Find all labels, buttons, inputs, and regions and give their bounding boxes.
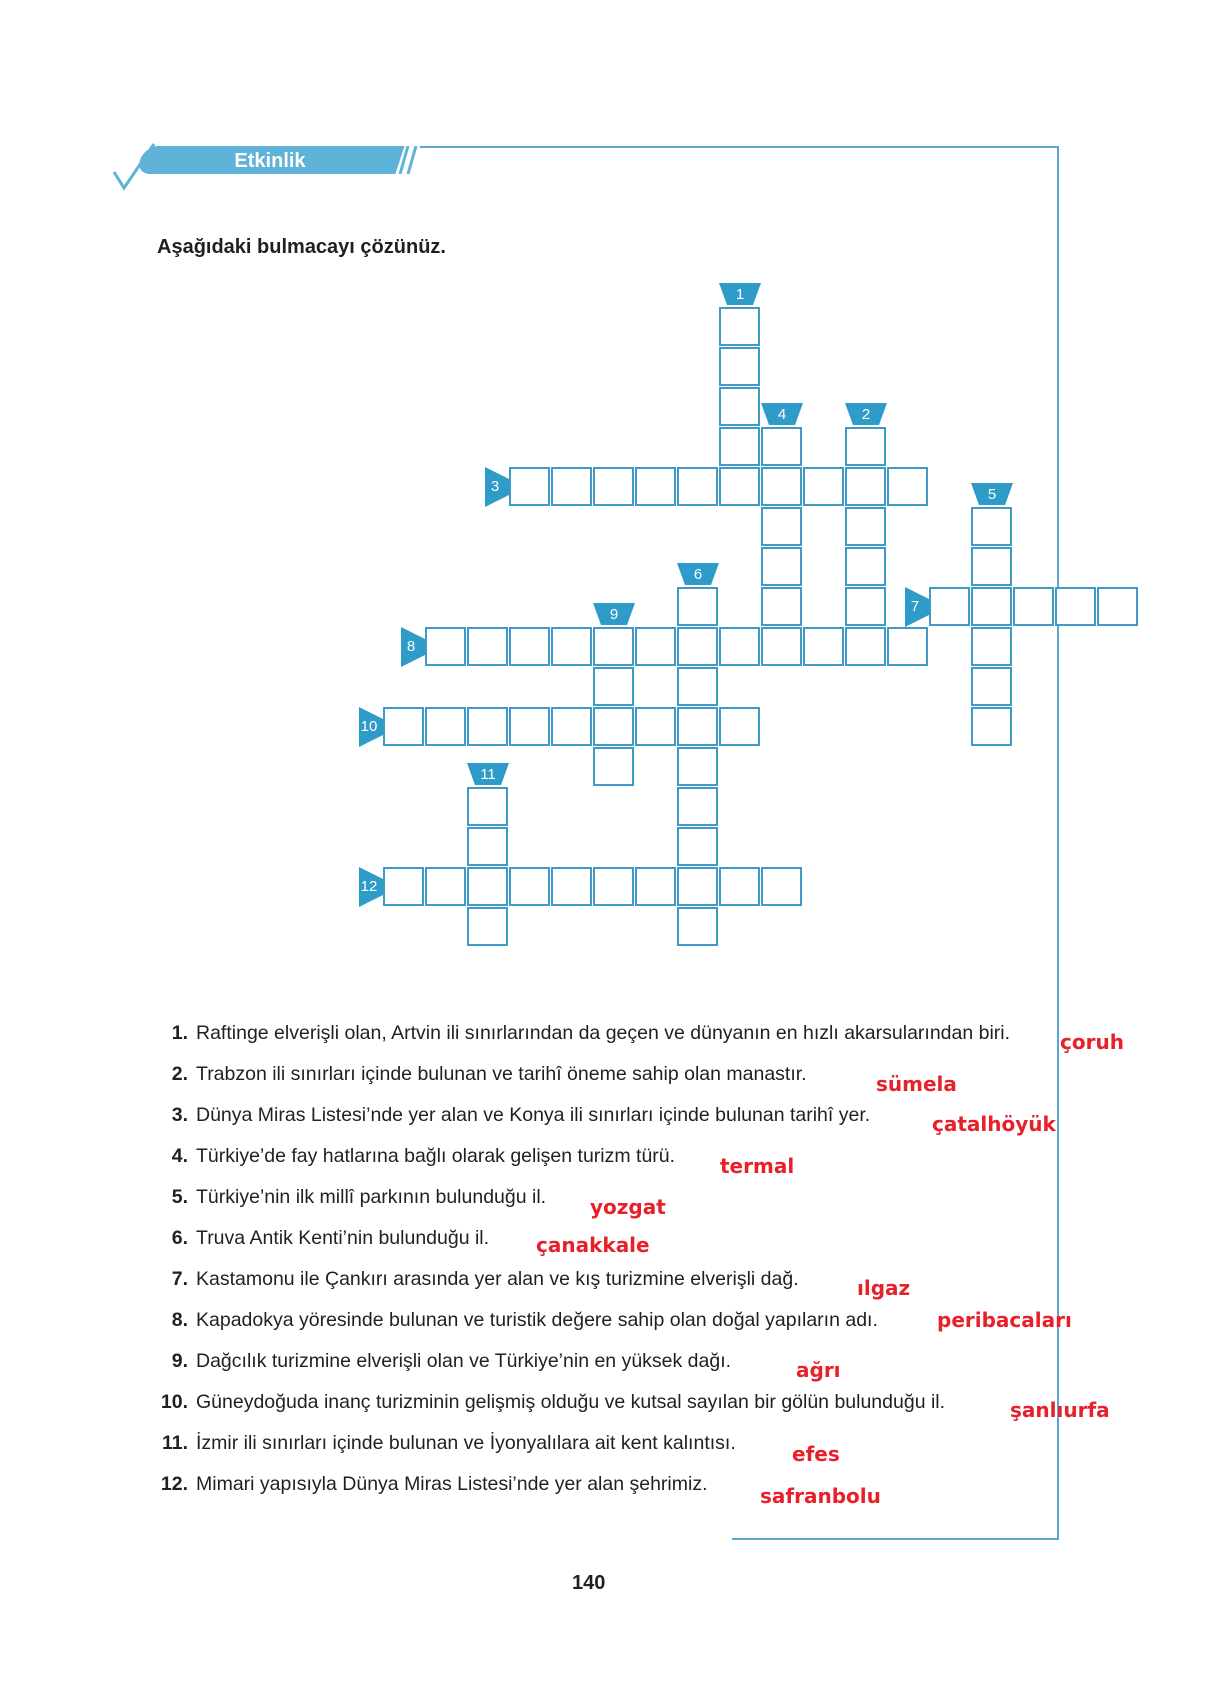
crossword-cell[interactable]	[383, 867, 424, 906]
clue-5: 5. Türkiye’nin ilk millî parkının bulunduğu il.	[171, 1186, 547, 1208]
answer-12: safranbolu	[760, 1484, 881, 1508]
clue-12: 12. Mimari yapısıyla Dünya Miras Listesi’nde yer alan şehrimiz.	[160, 1473, 708, 1495]
crossword-cell[interactable]	[677, 827, 718, 866]
crossword-cell[interactable]	[509, 867, 550, 906]
crossword-cell[interactable]	[467, 787, 508, 826]
crossword-cell[interactable]	[761, 467, 802, 506]
crossword-cell[interactable]	[425, 627, 466, 666]
crossword-cell[interactable]	[929, 587, 970, 626]
crossword-cell[interactable]	[719, 427, 760, 466]
crossword-cell[interactable]	[677, 587, 718, 626]
crossword-cell[interactable]	[593, 867, 634, 906]
crossword-cell[interactable]	[593, 667, 634, 706]
crossword-cell[interactable]	[719, 707, 760, 746]
crossword-cell[interactable]	[677, 747, 718, 786]
crossword-cell[interactable]	[467, 907, 508, 946]
crossword-cell[interactable]	[677, 627, 718, 666]
clue-marker-label: 8	[406, 638, 416, 655]
page-number: 140	[572, 1572, 606, 1594]
answer-9: ağrı	[796, 1358, 841, 1382]
crossword-cell[interactable]	[719, 467, 760, 506]
crossword-cell[interactable]	[845, 547, 886, 586]
crossword-cell[interactable]	[467, 627, 508, 666]
clue-marker-label: 2	[861, 406, 871, 423]
crossword-cell[interactable]	[719, 627, 760, 666]
crossword-cell[interactable]	[887, 467, 928, 506]
answer-11: efes	[792, 1442, 840, 1466]
answer-4: termal	[720, 1154, 795, 1178]
crossword-cell[interactable]	[509, 707, 550, 746]
crossword-cell[interactable]	[593, 627, 634, 666]
crossword-cell[interactable]	[845, 587, 886, 626]
crossword-cell[interactable]	[845, 507, 886, 546]
answer-2: sümela	[876, 1072, 957, 1096]
clue-10: 10. Güneydoğuda inanç turizminin gelişmiş olduğu ve kutsal sayılan bir gölün bulunduğu il.	[160, 1391, 946, 1413]
clue-11: 11. İzmir ili sınırları içinde bulunan ve İyonyalılara ait kent kalıntısı.	[161, 1432, 736, 1454]
clue-marker-label: 5	[987, 486, 997, 503]
clue-7: 7. Kastamonu ile Çankırı arasında yer alan ve kış turizmine elverişli dağ.	[171, 1268, 799, 1290]
clue-marker-label: 9	[609, 606, 619, 623]
crossword-cell[interactable]	[509, 627, 550, 666]
crossword-cell[interactable]	[761, 867, 802, 906]
crossword-cell[interactable]	[971, 707, 1012, 746]
crossword-cell[interactable]	[761, 427, 802, 466]
clue-marker-label: 7	[910, 598, 920, 615]
crossword-cell[interactable]	[845, 467, 886, 506]
crossword-cell[interactable]	[551, 867, 592, 906]
crossword-cell[interactable]	[677, 907, 718, 946]
crossword-cell[interactable]	[383, 707, 424, 746]
instruction-text: Aşağıdaki bulmacayı çözünüz.	[157, 236, 446, 258]
crossword-cell[interactable]	[593, 747, 634, 786]
crossword-cell[interactable]	[971, 667, 1012, 706]
clue-6: 6. Truva Antik Kenti’nin bulunduğu il.	[171, 1227, 490, 1249]
clue-marker-label: 12	[360, 878, 378, 895]
crossword-cell[interactable]	[845, 427, 886, 466]
crossword-cell[interactable]	[551, 707, 592, 746]
crossword-cell[interactable]	[803, 467, 844, 506]
clue-2: 2. Trabzon ili sınırları içinde bulunan ve tarihî öneme sahip olan manastır.	[171, 1063, 807, 1085]
crossword-cell[interactable]	[887, 627, 928, 666]
crossword-cell[interactable]	[971, 587, 1012, 626]
crossword-cell[interactable]	[593, 707, 634, 746]
crossword-cell[interactable]	[719, 387, 760, 426]
crossword-cell[interactable]	[677, 467, 718, 506]
crossword-cell[interactable]	[761, 587, 802, 626]
crossword-cell[interactable]	[719, 307, 760, 346]
crossword-cell[interactable]	[971, 507, 1012, 546]
crossword-cell[interactable]	[635, 867, 676, 906]
crossword-cell[interactable]	[425, 867, 466, 906]
crossword-cell[interactable]	[845, 627, 886, 666]
frame-top-border	[420, 146, 1057, 148]
crossword-cell[interactable]	[761, 627, 802, 666]
clue-8: 8. Kapadokya yöresinde bulunan ve turistik değere sahip olan doğal yapıların adı.	[171, 1309, 878, 1331]
crossword-cell[interactable]	[551, 627, 592, 666]
crossword-cell[interactable]	[593, 467, 634, 506]
clue-marker-label: 1	[735, 286, 745, 303]
crossword-cell[interactable]	[1013, 587, 1054, 626]
crossword-cell[interactable]	[761, 507, 802, 546]
frame-bottom-border	[732, 1538, 1059, 1540]
crossword-cell[interactable]	[971, 547, 1012, 586]
clue-marker-label: 6	[693, 566, 703, 583]
answer-3: çatalhöyük	[932, 1112, 1056, 1136]
crossword-cell[interactable]	[1055, 587, 1096, 626]
crossword-cell[interactable]	[761, 547, 802, 586]
crossword-cell[interactable]	[551, 467, 592, 506]
answer-5: yozgat	[590, 1195, 666, 1219]
crossword-cell[interactable]	[467, 827, 508, 866]
stripes-icon	[380, 146, 420, 174]
crossword-cell[interactable]	[719, 867, 760, 906]
clue-marker-label: 11	[480, 766, 496, 783]
clue-marker-label: 4	[777, 406, 787, 423]
section-title: Etkinlik	[234, 150, 306, 172]
crossword-cell[interactable]	[677, 867, 718, 906]
crossword-cell[interactable]	[677, 707, 718, 746]
crossword-cell[interactable]	[635, 467, 676, 506]
answer-1: çoruh	[1060, 1030, 1124, 1054]
clue-1: 1. Raftinge elverişli olan, Artvin ili sınırlarından da geçen ve dünyanın en hızlı akarsularından biri.	[171, 1022, 1011, 1044]
crossword-cell[interactable]	[677, 667, 718, 706]
crossword-cell[interactable]	[1097, 587, 1138, 626]
crossword-cell[interactable]	[971, 627, 1012, 666]
clue-4: 4. Türkiye’de fay hatlarına bağlı olarak gelişen turizm türü.	[171, 1145, 676, 1167]
crossword-cell[interactable]	[719, 347, 760, 386]
clue-3: 3. Dünya Miras Listesi’nde yer alan ve Konya ili sınırları içinde bulunan tarihî yer.	[171, 1104, 871, 1126]
crossword-cell[interactable]	[803, 627, 844, 666]
answer-8: peribacaları	[937, 1308, 1072, 1332]
crossword-cell[interactable]	[635, 627, 676, 666]
crossword-cell[interactable]	[425, 707, 466, 746]
crossword-cell[interactable]	[467, 707, 508, 746]
answer-10: şanlıurfa	[1010, 1398, 1110, 1422]
answer-6: çanakkale	[536, 1233, 650, 1257]
clue-marker-label: 3	[490, 478, 500, 495]
crossword-cell[interactable]	[677, 787, 718, 826]
clue-9: 9. Dağcılık turizmine elverişli olan ve Türkiye’nin en yüksek dağı.	[171, 1350, 732, 1372]
crossword-cell[interactable]	[635, 707, 676, 746]
crossword-cell[interactable]	[467, 867, 508, 906]
crossword-cell[interactable]	[509, 467, 550, 506]
clue-marker-label: 10	[360, 718, 378, 735]
answer-7: ılgaz	[857, 1276, 911, 1300]
